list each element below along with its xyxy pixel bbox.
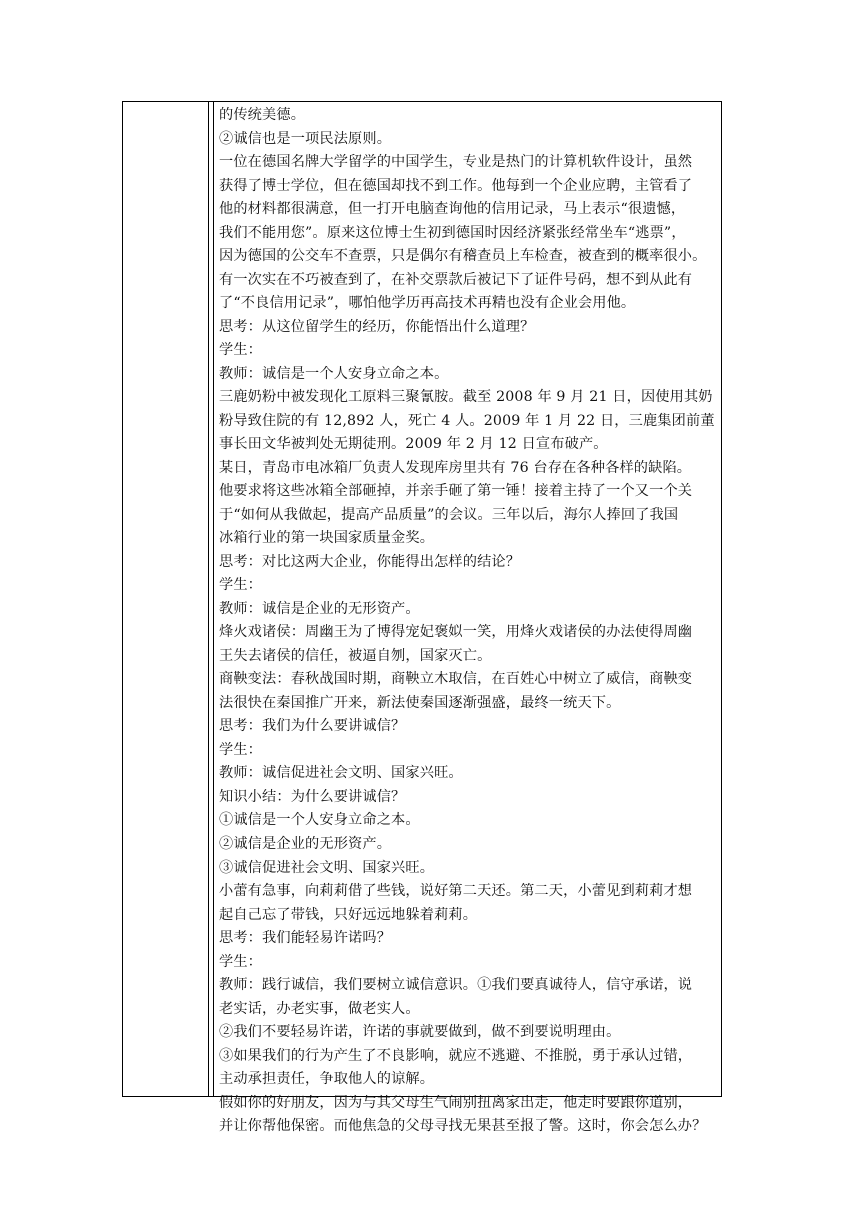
text-line: 老实话，办老实事，做老实人。 — [219, 1000, 420, 1017]
text-line: ②诚信是企业的无形资产。 — [219, 835, 392, 852]
text-line: 因为德国的公交车不查票，只是偶尔有稽查员上车检查，被查到的概率很小。 — [219, 248, 707, 265]
text-line: 烽火戏诸侯：周幽王为了博得宠妃褒姒一笑，用烽火戏诸侯的办法使得周幽 — [219, 624, 693, 641]
table-column-stage — [123, 102, 209, 1096]
text-line: ③诚信促进社会文明、国家兴旺。 — [219, 859, 435, 876]
text-line: ②我们不要轻易许诺，许诺的事就要做到，做不到要说明理由。 — [219, 1024, 621, 1041]
text-line: 某日，青岛市电冰箱厂负责人发现库房里共有 76 台存在各种各样的缺陷。 — [219, 459, 692, 476]
text-line: 粉导致住院的有 12,892 人，死亡 4 人。2009 年 1 月 22 日，三鹿集团前董 — [219, 412, 715, 429]
text-line: 并让你帮他保密。而他焦急的父母寻找无果甚至报了警。这时，你会怎么办？ — [219, 1118, 707, 1135]
text-line: 学生： — [219, 342, 263, 359]
text-line: 他要求将这些冰箱全部砸掉，并亲手砸了第一锤！接着主持了一个又一个关 — [219, 483, 693, 500]
text-line: 了“不良信用记录”，哪怕他学历再高技术再精也没有企业会用他。 — [219, 295, 636, 312]
text-line: 他的材料都很满意，但一打开电脑查询他的信用记录，马上表示“很遗憾， — [219, 201, 686, 218]
text-line: ③如果我们的行为产生了不良影响，就应不逃避、不推脱，勇于承认过错， — [219, 1047, 693, 1064]
text-line: 一位在德国名牌大学留学的中国学生，专业是热门的计算机软件设计，虽然 — [219, 154, 693, 171]
text-line: 教师：践行诚信，我们要树立诚信意识。①我们要真诚待人，信守承诺，说 — [219, 977, 693, 994]
text-line: 教师：诚信是企业的无形资产。 — [219, 600, 420, 617]
text-line: 学生： — [219, 953, 263, 970]
text-line: 小蕾有急事，向莉莉借了些钱，说好第二天还。第二天，小蕾见到莉莉才想 — [219, 883, 693, 900]
text-line: 教师：诚信是一个人安身立命之本。 — [219, 365, 449, 382]
text-line: 冰箱行业的第一块国家质量金奖。 — [219, 530, 435, 547]
text-line: 教师：诚信促进社会文明、国家兴旺。 — [219, 765, 463, 782]
text-line: 事长田文华被判处无期徒刑。2009 年 2 月 12 日宣布破产。 — [219, 436, 608, 453]
text-line: 商鞅变法：春秋战国时期，商鞅立木取信，在百姓心中树立了威信，商鞅变 — [219, 671, 693, 688]
text-line: 思考：对比这两大企业，你能得出怎样的结论？ — [219, 553, 521, 570]
text-line: 思考：我们能轻易许诺吗？ — [219, 930, 392, 947]
text-line: 三鹿奶粉中被发现化工原料三聚氰胺。截至 2008 年 9 月 21 日，因使用其奶 — [219, 389, 713, 406]
text-line: ②诚信也是一项民法原则。 — [219, 130, 392, 147]
text-line: 主动承担责任，争取他人的谅解。 — [219, 1071, 435, 1088]
text-line: 起自己忘了带钱，只好远远地躲着莉莉。 — [219, 906, 478, 923]
text-line: 于“如何从我做起，提高产品质量”的会议。三年以后，海尔人捧回了我国 — [219, 506, 679, 523]
text-line: 学生： — [219, 741, 263, 758]
table-column-content — [213, 102, 721, 1135]
text-line: 的传统美德。 — [219, 107, 306, 123]
text-line: 思考：我们为什么要讲诚信？ — [219, 718, 406, 735]
lesson-table — [122, 101, 722, 1135]
text-line: 有一次实在不巧被查到了，在补交票款后被记下了证件号码，想不到从此有 — [219, 271, 693, 288]
text-line: 学生： — [219, 577, 263, 594]
text-line: 王失去诸侯的信任，被逼自刎，国家灭亡。 — [219, 647, 492, 664]
text-line: 法很快在秦国推广开来，新法使秦国逐渐强盛，最终一统天下。 — [219, 694, 621, 711]
text-line: 假如你的好朋友，因为与其父母生气闹别扭离家出走，他走时要跟你道别， — [219, 1094, 693, 1111]
text-line: 获得了博士学位，但在德国却找不到工作。他每到一个企业应聘，主管看了 — [219, 177, 693, 194]
text-line: 我们不能用您”。原来这位博士生初到德国时因经济紧张经常坐车“逃票”， — [219, 224, 686, 241]
text-line: 知识小结：为什么要讲诚信？ — [219, 788, 406, 805]
text-line: ①诚信是一个人安身立命之本。 — [219, 812, 420, 829]
text-line: 思考：从这位留学生的经历，你能悟出什么道理？ — [219, 318, 535, 335]
